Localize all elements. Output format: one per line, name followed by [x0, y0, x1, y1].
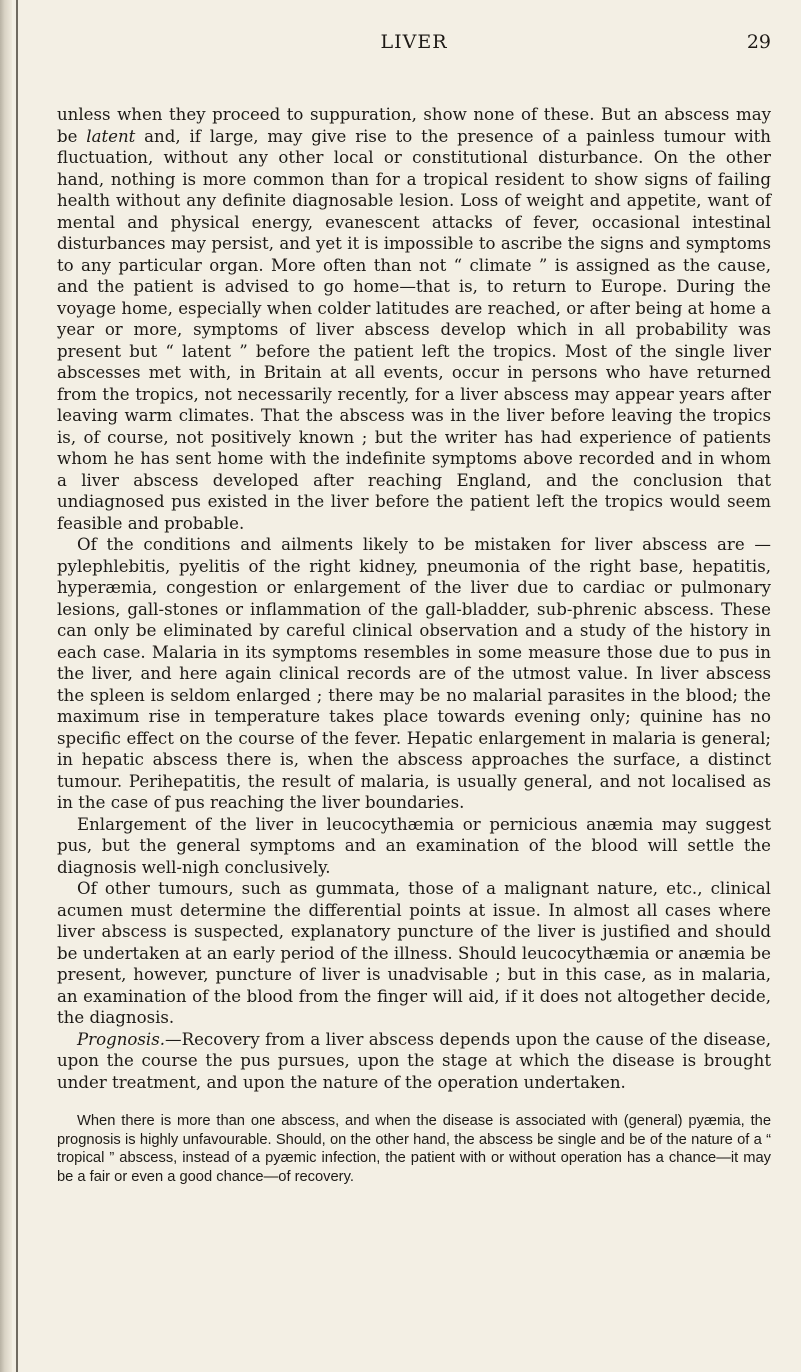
small-print-note: When there is more than one abscess, and when the disease is associated with (general) pyæmia, the prognosis is highly unfavourable. Should, on the other hand, the abscess be single and be of the nature of a “ tropical ” abscess, instead of a pyæmic infection, the patient with or without operation has a chance—it may be a fair or even a good chance—of recovery. — [57, 1113, 771, 1185]
book-gutter — [0, 0, 12, 1372]
book-page — [57, 0, 771, 1186]
paragraph-differential — [57, 534, 771, 814]
gutter-line — [16, 0, 18, 1372]
page-number: 29 — [746, 31, 771, 53]
text-run: Enlargement of the liver in leucocythæmia or pernicious anæmia may suggest pus, but the general symptoms and an examination of the blood will settle the diagnosis well-nigh conclusively. — [57, 814, 771, 877]
paragraph-suppuration — [57, 104, 771, 534]
text-run: Of other tumours, such as gummata, those of a malignant nature, etc., clinical acumen must determine the differential points at issue. In almost all cases where liver abscess is suspected, explanatory puncture of the liver is justified and should be undertaken at an early period of the illness. Should leucocythæmia or anæmia be present, however, puncture of liver is unadvisable ; but in this case, as in malaria, an examination of the blood from the finger will aid, if it does not altogether decide, the diagnosis. — [57, 879, 771, 1027]
paragraph-prognosis — [57, 1029, 771, 1094]
text-run: unless when they proceed to suppuration, show none of these. But an abscess may be — [57, 105, 771, 146]
body-text — [57, 104, 771, 1093]
text-run: and, if large, may give rise to the presence of a painless tumour with fluctuation, without any other local or constitutional disturbance. On the other hand, nothing is more common than for a tropical resident to show signs of failing health without any definite diagnosable lesion. Loss of weight and appetite, want of mental and physical energy, evanescent attacks of fever, occasional intestinal disturbances may persist, and yet it is impossible to ascribe the signs and symptoms to any particular organ. More often than not “ climate ” is assigned as the cause, and the patient is advised to go home—that is, to return to Europe. During the voyage home, especially when colder latitudes are reached, or after being at home a year or more, symptoms of liver abscess develop which in all probability was present but “ latent ” before the patient left the tropics. Most of the single liver abscesses met with, in Britain at all events, occur in persons who have returned from the tropics, not necessarily recently, for a liver abscess may appear years after leaving warm climates. That the abscess was in the liver before leaving the tropics is, of course, not positively known ; but the writer has had experience of patients whom he has sent home with the indefinite symptoms above recorded and in whom a liver abscess developed after reaching England, and the conclusion that undiagnosed pus existed in the liver before the patient left the tropics would seem feasible and probable. — [57, 126, 771, 533]
italic-run: latent — [86, 126, 136, 146]
prognosis-heading: Prognosis. — [77, 1029, 166, 1049]
paragraph-leucocythaemia — [57, 814, 771, 879]
paragraph-other-tumours — [57, 878, 771, 1029]
text-run: —Recovery from a liver abscess depends upon the cause of the disease, upon the course the pus pursues, upon the stage at which the disease is brought under treatment, and upon the nature of the operation undertaken. — [57, 1029, 771, 1092]
text-run: Of the conditions and ailments likely to be mistaken for liver abscess are —pylephlebitis, pyelitis of the right kidney, pneumonia of the right base, hepatitis, hyperæmia, congestion or enlargement of the liver due to cardiac or pulmonary lesions, gall-stones or inflammation of the gall-bladder, sub-phrenic abscess. These can only be eliminated by careful clinical observation and a study of the history in each case. Malaria in its symptoms resembles in some measure those due to pus in the liver, and here again clinical records are of the utmost value. In liver abscess the spleen is seldom enlarged ; there may be no malarial parasites in the blood; the maximum rise in temperature takes place towards evening only; quinine has no specific effect on the course of the fever. Hepatic enlargement in malaria is general; in hepatic abscess there is, when the abscess approaches the surface, a distinct tumour. Perihepatitis, the result of malaria, is usually general, and not localised as in the case of pus reaching the liver boundaries. — [57, 535, 771, 812]
chapter-title: LIVER — [380, 31, 448, 53]
running-head — [57, 0, 771, 62]
